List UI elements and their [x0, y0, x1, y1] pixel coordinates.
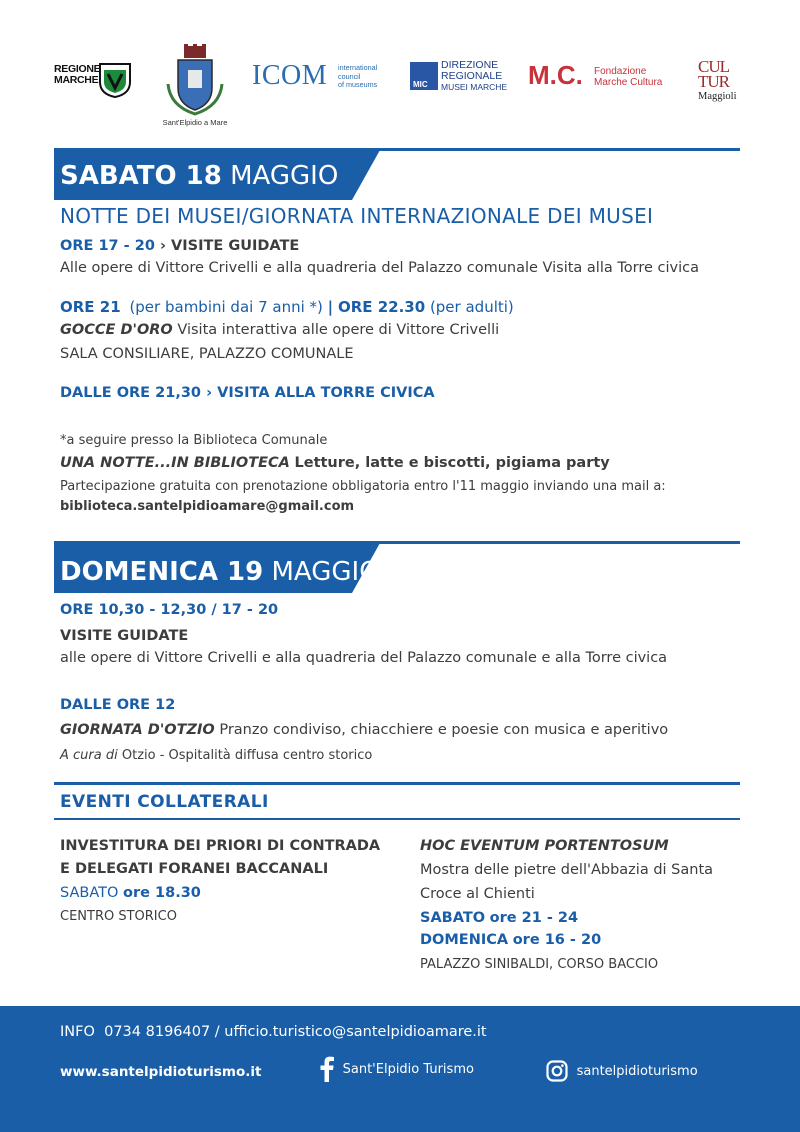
- biblioteca-title: UNA NOTTE...IN BIBLIOTECA: [60, 455, 290, 471]
- collaterali-left-title-1: INVESTITURA DEI PRIORI DI CONTRADA: [60, 838, 381, 854]
- time-day: DOMENICA: [420, 932, 509, 948]
- sabato-slot2-title-line: [60, 322, 499, 338]
- mic-label: MIC: [413, 80, 428, 89]
- slot-label: VISITE GUIDATE: [171, 238, 300, 254]
- santelpidio-caption: Sant'Elpidio a Mare: [162, 118, 228, 127]
- biblioteca-desc: Letture, latte e biscotti, pigiama party: [294, 455, 610, 471]
- domenica-date-heading: [60, 557, 380, 587]
- sabato-slot2-place: SALA CONSILIARE, PALAZZO COMUNALE: [60, 346, 354, 362]
- time-hour: ore 16 - 20: [512, 932, 602, 948]
- slot-title: GOCCE D'ORO: [60, 322, 173, 338]
- icom-tagline-line: international: [338, 63, 378, 72]
- biblioteca-title-line: [60, 455, 610, 471]
- regione-marche-logo: [54, 60, 132, 100]
- coat-of-arms-icon: [160, 44, 230, 118]
- collaterali-right-time-1: [420, 910, 578, 926]
- biblioteca-info: Partecipazione gratuita con prenotazione obbligatoria entro l'11 maggio inviando una mail a:: [60, 479, 666, 494]
- domenica-slot1-label: VISITE GUIDATE: [60, 628, 189, 644]
- maggioli-wordmark: Maggioli: [698, 91, 737, 102]
- slot-audience: (per adulti): [429, 298, 514, 316]
- slot-time: DALLE ORE 21,30: [60, 385, 201, 401]
- slot-time: ORE 17 - 20: [60, 238, 155, 254]
- cultur-top: CUL: [698, 57, 729, 76]
- time-hour: ore 18.30: [123, 885, 201, 901]
- icom-tagline-line: of museums: [338, 80, 378, 89]
- footer: [0, 1006, 800, 1132]
- mc-tagline-line: Marche Cultura: [594, 77, 663, 88]
- section-rule: [54, 818, 740, 820]
- domenica-slot2-cura: [60, 748, 372, 763]
- santelpidio-coat-of-arms: [160, 44, 230, 130]
- facebook-link[interactable]: [320, 1056, 474, 1082]
- website-link[interactable]: www.santelpidioturismo.it: [60, 1064, 262, 1080]
- slot-time: ORE 21: [60, 298, 121, 316]
- collaterali-right-title: HOC EVENTUM PORTENTOSUM: [420, 838, 669, 854]
- collaterali-right-desc-2: Croce al Chienti: [420, 886, 535, 902]
- cura-label: A cura di: [60, 748, 118, 763]
- domenica-slot1-desc: alle opere di Vittore Crivelli e alla quadreria del Palazzo comunale e alla Torre civica: [60, 650, 668, 666]
- time-hour: ore 21 - 24: [489, 910, 579, 926]
- sabato-slot2-header: [60, 298, 514, 316]
- icom-logo: [252, 60, 392, 96]
- sabato-date-heading: [60, 161, 338, 191]
- direzione-line: MUSEI MARCHE: [441, 82, 508, 92]
- collaterali-right-desc-1: Mostra delle pietre dell'Abbazia di Santa: [420, 862, 714, 878]
- biblioteca-email-link[interactable]: biblioteca.santelpidioamare@gmail.com: [60, 499, 355, 514]
- direzione-wordmark: [441, 60, 507, 92]
- time-day: SABATO: [420, 910, 486, 926]
- info-contact-link[interactable]: 0734 8196407 / ufficio.turistico@santelpidioamare.it: [104, 1024, 487, 1040]
- biblioteca-note: *a seguire presso la Biblioteca Comunale: [60, 433, 328, 448]
- sabato-slot3-header: [60, 385, 435, 401]
- collaterali-left-time: [60, 885, 201, 901]
- domenica-slot2-time: DALLE ORE 12: [60, 697, 176, 713]
- slot-label: VISITA ALLA TORRE CIVICA: [217, 385, 435, 401]
- mc-tagline-line: Fondazione: [594, 66, 647, 77]
- facebook-icon: [320, 1056, 334, 1082]
- slot-desc: Visita interattiva alle opere di Vittore Crivelli: [177, 322, 500, 338]
- collaterali-left-place: CENTRO STORICO: [60, 909, 177, 924]
- sabato-day: SABATO 18: [60, 161, 222, 191]
- slot-audience: (per bambini dai 7 anni *): [129, 298, 323, 316]
- cultur-bottom: TUR: [698, 72, 729, 91]
- slot-time: ORE 22.30: [337, 298, 426, 316]
- sabato-event-title: NOTTE DEI MUSEI/GIORNATA INTERNAZIONALE DEI MUSEI: [60, 204, 654, 228]
- slot-title: GIORNATA D'OTZIO: [60, 722, 215, 738]
- icom-wordmark: ICOM: [252, 60, 328, 91]
- collaterali-left-title-2: E DELEGATI FORANEI BACCANALI: [60, 861, 329, 877]
- icom-tagline: [338, 64, 377, 90]
- marche-cultura-logo: [528, 60, 678, 96]
- collaterali-heading: EVENTI COLLATERALI: [60, 792, 269, 812]
- sabato-month: MAGGIO: [221, 161, 339, 191]
- sabato-slot1-desc: Alle opere di Vittore Crivelli e alla quadreria del Palazzo comunale Visita alla Torre civica: [60, 260, 699, 276]
- chevron-right-icon: ›: [206, 385, 213, 401]
- regione-marche-wordmark: REGIONE MARCHE: [54, 63, 101, 86]
- icom-tagline-line: council: [338, 71, 361, 81]
- footer-info-line: [60, 1024, 487, 1040]
- domenica-slot1-time: ORE 10,30 - 12,30 / 17 - 20: [60, 602, 279, 618]
- chevron-right-icon: ›: [159, 238, 166, 254]
- cultur-maggioli-logo: [696, 58, 744, 108]
- instagram-icon: [546, 1060, 568, 1082]
- time-day: SABATO: [60, 885, 119, 901]
- separator: |: [327, 298, 334, 316]
- instagram-label: santelpidioturismo: [576, 1063, 698, 1079]
- info-label: INFO: [60, 1024, 95, 1040]
- instagram-link[interactable]: [546, 1060, 698, 1082]
- sabato-slot1-header: [60, 238, 299, 254]
- mc-wordmark: M.C.: [528, 60, 583, 90]
- mc-tagline: [594, 66, 662, 88]
- slot-desc: Pranzo condiviso, chiacchiere e poesie con musica e aperitivo: [219, 722, 669, 738]
- mic-mark-icon: [410, 62, 438, 90]
- collaterali-right-place: PALAZZO SINIBALDI, CORSO BACCIO: [420, 957, 659, 972]
- domenica-day: DOMENICA 19: [60, 557, 264, 587]
- collaterali-right-time-2: [420, 932, 601, 948]
- direzione-line: DIREZIONE: [441, 59, 499, 71]
- domenica-slot2-title-line: [60, 722, 668, 738]
- cura-text: Otzio - Ospitalità diffusa centro storico: [121, 748, 373, 763]
- domenica-month: MAGGIO: [263, 557, 380, 587]
- section-rule: [54, 782, 740, 785]
- regione-marche-shield-icon: [98, 62, 132, 98]
- facebook-label: Sant'Elpidio Turismo: [342, 1061, 474, 1077]
- direzione-musei-logo: [410, 60, 510, 96]
- direzione-line: REGIONALE: [441, 70, 503, 82]
